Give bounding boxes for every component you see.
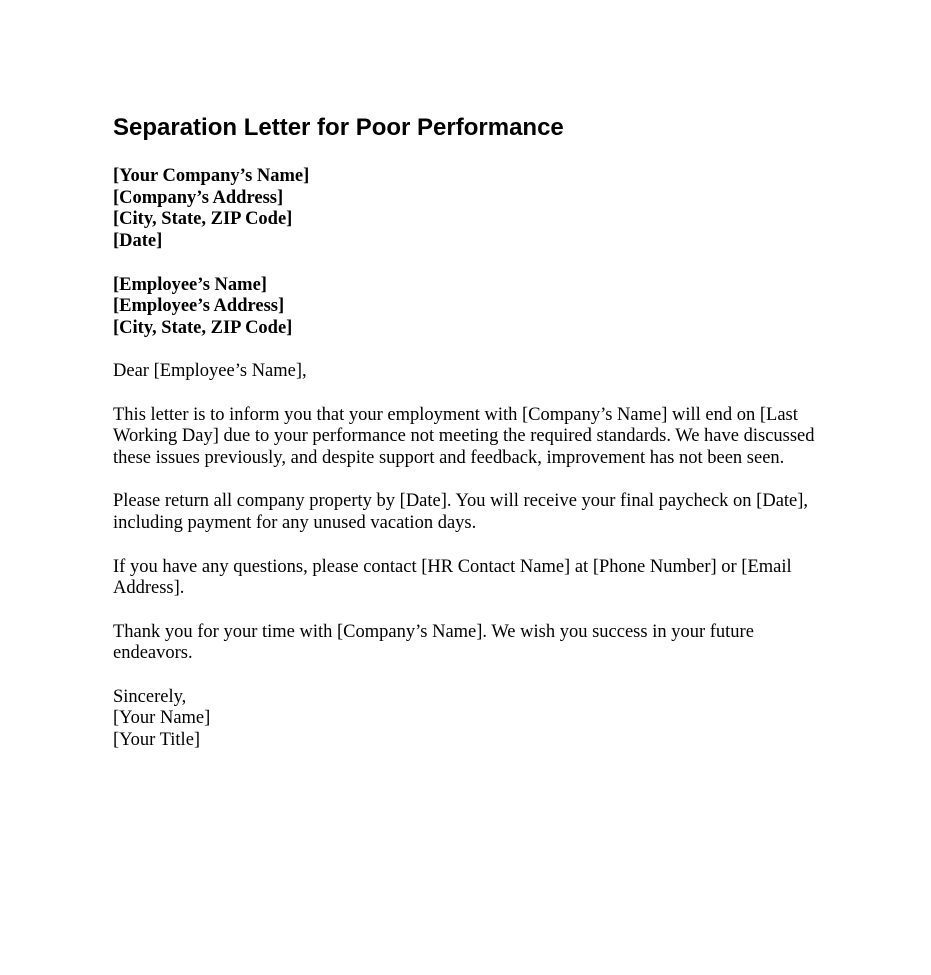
body-paragraph-termination: This letter is to inform you that your employment with [Company’s Name] will end on [Last Working Day] due to your performance not meeting the required standards. We have discussed these issues previously, and despite support and feedback, improvement has not been seen. <box>113 404 815 469</box>
valediction: Sincerely, <box>113 686 187 707</box>
sender-company-address: [Company’s Address] <box>113 187 284 208</box>
body-paragraph-contact: If you have any questions, please contact [HR Contact Name] at [Phone Number] or [Email Address]. <box>113 556 792 599</box>
document-title: Separation Letter for Poor Performance <box>113 114 564 141</box>
recipient-name: [Employee’s Name] <box>113 274 267 295</box>
salutation: Dear [Employee’s Name], <box>113 361 307 382</box>
body-paragraph-property-paycheck: Please return all company property by [Date]. You will receive your final paycheck on [Date], including payment for any unused vacation days. <box>113 491 809 534</box>
signer-title: [Your Title] <box>113 730 201 751</box>
recipient-city-state-zip: [City, State, ZIP Code] <box>113 317 293 338</box>
closing-block <box>113 687 833 752</box>
sender-address-block <box>113 166 833 253</box>
sender-company-name: [Your Company’s Name] <box>113 166 310 186</box>
body-paragraph-thanks: Thank you for your time with [Company’s Name]. We wish you success in your future endeavors. <box>113 621 754 664</box>
sender-city-state-zip: [City, State, ZIP Code] <box>113 209 293 230</box>
recipient-address: [Employee’s Address] <box>113 296 285 317</box>
letter-date: [Date] <box>113 231 163 252</box>
recipient-address-block <box>113 275 833 340</box>
letter-page <box>113 112 833 774</box>
signer-name: [Your Name] <box>113 708 211 729</box>
